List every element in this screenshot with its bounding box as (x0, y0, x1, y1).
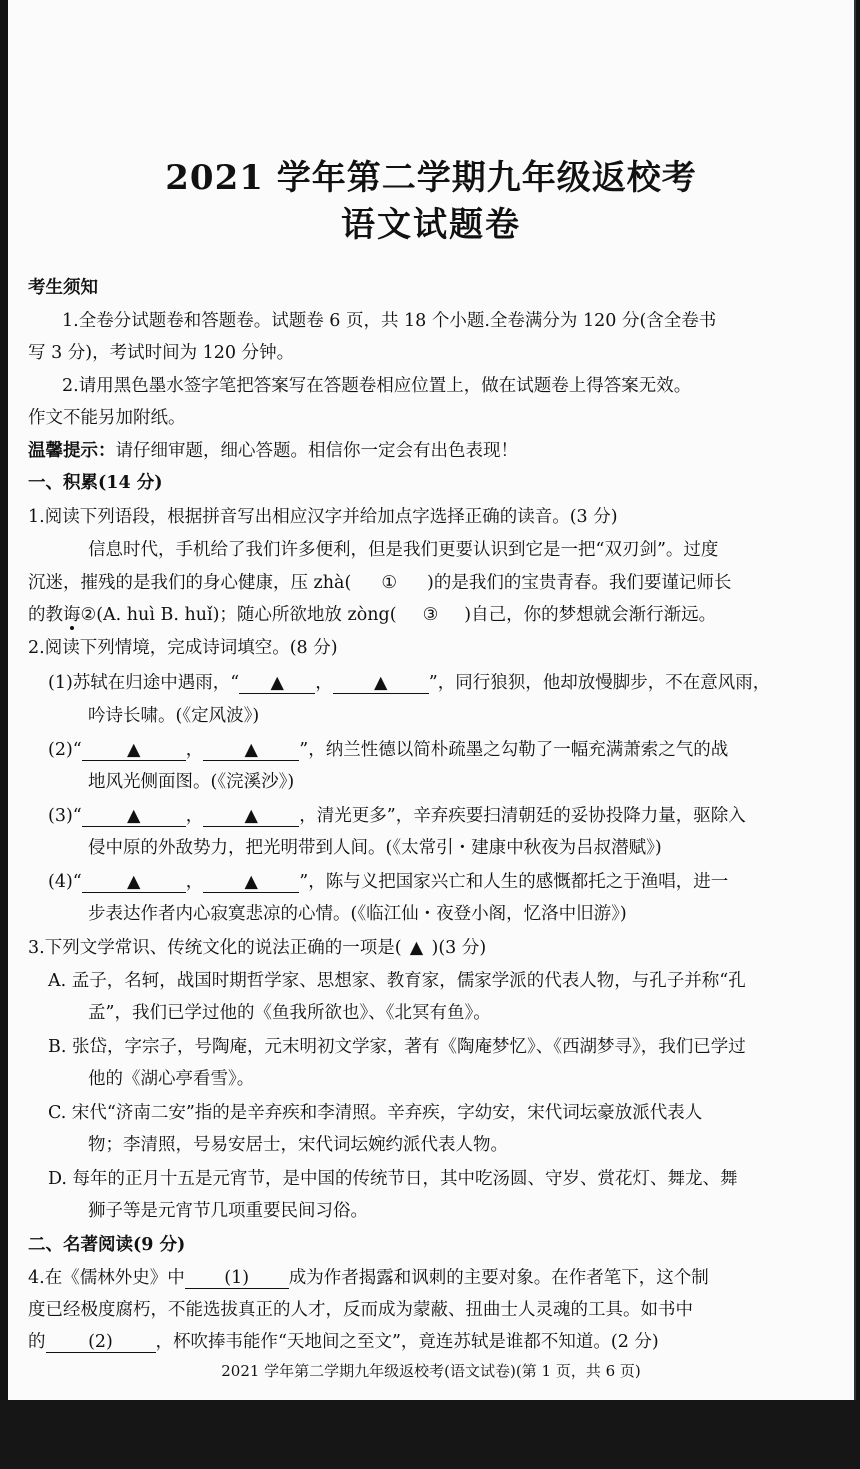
section2-heading: 二、名著阅读(9 分) (28, 1235, 186, 1255)
q2-stem: 2.阅读下列情境，完成诗词填空。(8 分) (28, 638, 338, 658)
q2-text: ， (185, 872, 204, 892)
q2-item4-line2: 步表达作者内心寂寞悲凉的心情。(《临江仙・夜登小阁，忆洛中旧游》) (88, 904, 627, 924)
warm-tip-text: 请仔细审题，细心答题。相信你一定会有出色表现！ (115, 441, 518, 461)
q1-text: )自己，你的梦想就会渐行渐远。 (464, 605, 717, 625)
q2-text: ， (315, 673, 333, 693)
q2-text: (1)苏轼在归途中遇雨，“ (48, 673, 240, 693)
answer-blank: ▲ (239, 673, 315, 694)
q3-option-d-line1: D. 每年的正月十五是元宵节，是中国的传统节日，其中吃汤圆、守岁、赏花灯、舞龙、舞 (48, 1169, 738, 1189)
q2-text: (2)“ (48, 740, 82, 760)
notice-item2-line2: 作文不能另加附纸。 (28, 408, 186, 428)
exam-subtitle: 语文试题卷 (341, 205, 521, 245)
answer-blank: ▲ (203, 806, 299, 827)
q2-text: ”，同行狼狈，他却放慢脚步，不在意风雨， (428, 673, 771, 693)
notice-item2-line1: 2.请用黑色墨水签字笔把答案写在答题卷相应位置上，做在试题卷上得答案无效。 (62, 376, 692, 396)
answer-blank: ▲ (82, 806, 186, 827)
q2-text: ”，纳兰性德以简朴疏墨之勾勒了一幅充满萧索之气的战 (299, 740, 729, 760)
q2-text: ， (185, 740, 204, 760)
warm-tip (28, 439, 518, 463)
q3-option-b-line2: 他的《湖心亭看雪》。 (88, 1069, 255, 1089)
answer-blank: ▲ (203, 740, 299, 761)
q2-text: (4)“ (48, 872, 82, 892)
q2-text: (3)“ (48, 806, 82, 826)
answer-blank: ▲ (203, 872, 299, 893)
q1-text: 的教 (28, 605, 63, 625)
q3-option-c-line2: 物；李清照，号易安居士，宋代词坛婉约派代表人物。 (88, 1135, 508, 1155)
page-footer: 2021 学年第二学期九年级返校考(语文试卷)(第 1 页，共 6 页) (221, 1362, 641, 1380)
q3-option-c-line1: C. 宋代“济南二安”指的是辛弃疾和李清照。辛弃疾，字幼安，宋代词坛豪放派代表人 (48, 1103, 703, 1123)
dotted-character: 诲 (63, 605, 81, 625)
answer-blank: ▲ (82, 872, 186, 893)
q2-item2 (48, 738, 728, 762)
q1-blank-marker-3: ③ (422, 605, 439, 625)
q2-item1-line2: 吟诗长啸。(《定风波》) (88, 706, 260, 726)
warm-tip-label: 温馨提示： (28, 441, 116, 461)
q3-option-b-line1: B. 张岱，字宗子，号陶庵，元末明初文学家，著有《陶庵梦忆》、《西湖梦寻》，我们已学过 (48, 1037, 746, 1057)
q2-item3 (48, 804, 746, 828)
q1-passage-line1: 信息时代，手机给了我们许多便利，但是我们更要认识到它是一把“双刃剑”。过度 (88, 540, 719, 560)
q4-text: ，杯吹捧韦能作“天地间之至文”，竟连苏轼是谁都不知道。(2 分) (155, 1332, 659, 1352)
q2-text: ”，陈与义把国家兴亡和人生的感慨都托之于渔唱，进一 (299, 872, 729, 892)
answer-blank: (1) (185, 1268, 289, 1289)
notice-item1-line1: 1.全卷分试题卷和答题卷。试题卷 6 页，共 18 个小题.全卷满分为 120 分(含全卷书 (62, 311, 717, 331)
q4-text: 成为作者揭露和讽刺的主要对象。在作者笔下，这个制 (288, 1268, 709, 1288)
answer-blank: (2) (46, 1332, 156, 1353)
q3-option-a-line2: 孟”，我们已学过他的《鱼我所欲也》、《北冥有鱼》。 (88, 1003, 491, 1023)
answer-marker: ▲ (409, 938, 424, 958)
answer-blank: ▲ (82, 740, 186, 761)
scan-margin (0, 1400, 860, 1469)
q1-blank-marker-1: ① (381, 573, 398, 593)
answer-blank: ▲ (333, 673, 429, 694)
exam-page (8, 0, 856, 1400)
q4-line2: 度已经极度腐朽，不能选拔真正的人才，反而成为蒙蔽、扭曲士人灵魂的工具。如书中 (28, 1300, 693, 1320)
q1-text: ②(A. huì B. huǐ)；随心所欲地放 zòng( (80, 605, 397, 625)
q2-item4 (48, 870, 728, 894)
q1-text: )的是我们的宝贵青春。我们要谨记师长 (427, 573, 732, 593)
q1-passage-line2 (28, 571, 731, 595)
q1-text: 沉迷，摧残的是我们的身心健康，压 zhà( (28, 573, 352, 593)
q4-text: 4.在《儒林外史》中 (28, 1268, 185, 1288)
q1-passage-line3 (28, 603, 716, 627)
exam-title: 2021 学年第二学期九年级返校考 (165, 158, 697, 198)
q3-stem (28, 936, 486, 960)
q2-text: ， (185, 806, 204, 826)
q3-text: 3.下列文学常识、传统文化的说法正确的一项是( (28, 938, 402, 958)
q4-line3 (28, 1330, 659, 1354)
q4-line1 (28, 1266, 709, 1290)
q2-item1 (48, 671, 770, 695)
q3-text: )(3 分) (431, 938, 487, 958)
q2-item2-line2: 地风光侧面图。(《浣溪沙》) (88, 772, 295, 792)
q3-option-a-line1: A. 孟子，名轲，战国时期哲学家、思想家、教育家，儒家学派的代表人物，与孔子并称“孔 (48, 971, 746, 991)
notice-heading: 考生须知 (28, 278, 98, 298)
section1-heading: 一、积累(14 分) (28, 473, 163, 493)
q2-text: ，清光更多”，辛弃疾要扫清朝廷的妥协投降力量，驱除入 (299, 806, 746, 826)
q1-stem: 1.阅读下列语段，根据拼音写出相应汉字并给加点字选择正确的读音。(3 分) (28, 507, 618, 527)
notice-item1-line2: 写 3 分)，考试时间为 120 分钟。 (28, 343, 295, 363)
q3-option-d-line2: 狮子等是元宵节几项重要民间习俗。 (88, 1201, 368, 1221)
q4-text: 的 (28, 1332, 46, 1352)
q2-item3-line2: 侵中原的外敌势力，把光明带到人间。(《太常引・建康中秋夜为吕叔潜赋》) (88, 838, 662, 858)
